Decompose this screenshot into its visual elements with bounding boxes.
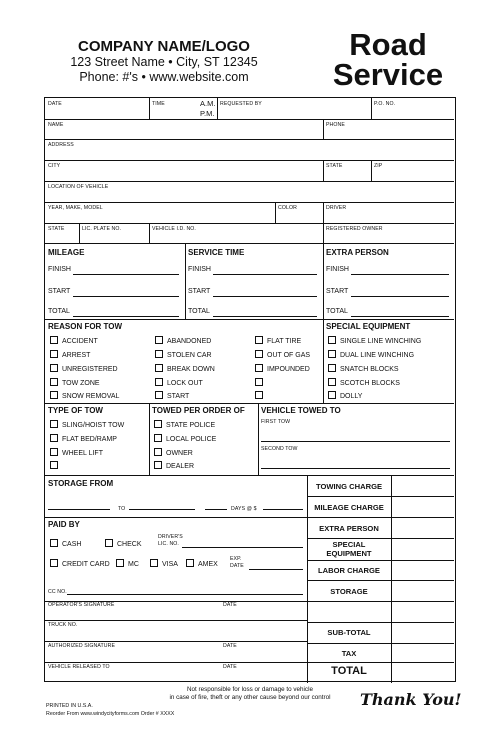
credit-card-label: CREDIT CARD [62, 561, 110, 568]
form-title-line1: Road [349, 27, 427, 62]
storage-to-label: TO [118, 506, 126, 512]
mc-label: MC [128, 561, 139, 568]
reason-label: UNREGISTERED [62, 366, 118, 373]
tax-label: TAX [341, 649, 357, 658]
checkbox[interactable] [328, 350, 336, 358]
location-label: LOCATION OF VEHICLE [48, 184, 109, 190]
mileage-charge-label: MILEAGE CHARGE [314, 503, 384, 512]
company-street: 123 Street Name • City, ST 12345 [70, 55, 258, 69]
lic-no-label: LIC. NO. [158, 541, 179, 547]
reason-item[interactable] [155, 364, 215, 373]
extra-total-label: TOTAL [326, 308, 348, 315]
lic-plate-label: LIC. PLATE NO. [82, 226, 122, 232]
disclaimer-line2: in case of fire, theft or any other cause beyond our control [169, 694, 331, 701]
order-item[interactable] [154, 420, 215, 429]
reason-item[interactable] [155, 350, 212, 359]
equipment-label: SINGLE LINE WINCHING [340, 338, 422, 345]
labor-charge-label: LABOR CHARGE [317, 566, 380, 575]
reason-label: STOLEN CAR [167, 352, 212, 359]
state-label: STATE [326, 163, 343, 169]
drivers-label: DRIVER'S [158, 534, 183, 540]
checkbox[interactable] [328, 364, 336, 372]
cc-no-label: CC NO. [48, 589, 67, 595]
checkbox[interactable] [50, 539, 58, 547]
paid-by-title: PAID BY [48, 520, 80, 529]
reason-label: ACCIDENT [62, 338, 98, 345]
reason-label: OUT OF GAS [267, 352, 311, 359]
paid-check[interactable] [105, 539, 142, 548]
pm-label: P.M. [200, 109, 215, 118]
reason-item[interactable] [255, 350, 310, 359]
service-time-title: SERVICE TIME [188, 248, 245, 257]
reason-label: FLAT TIRE [267, 338, 302, 345]
towing-charge-label: TOWING CHARGE [315, 482, 383, 491]
checkbox[interactable] [328, 336, 336, 344]
date-label: DATE [48, 101, 62, 107]
checkbox[interactable] [50, 559, 58, 567]
checkbox[interactable] [150, 559, 158, 567]
checkbox[interactable] [255, 336, 263, 344]
date1-label: DATE [223, 602, 237, 608]
checkbox[interactable] [155, 336, 163, 344]
reason-item[interactable] [155, 336, 211, 345]
reason-label: LOCK OUT [167, 380, 203, 387]
equipment-item[interactable] [328, 336, 421, 345]
equipment-item[interactable] [328, 364, 399, 373]
service-total-label: TOTAL [188, 308, 210, 315]
order-label: LOCAL POLICE [166, 436, 217, 443]
checkbox[interactable] [50, 336, 58, 344]
visa-label: VISA [162, 561, 178, 568]
subtotal-label: SUB-TOTAL [327, 628, 371, 637]
checkbox[interactable] [155, 378, 163, 386]
order-label: STATE POLICE [166, 422, 216, 429]
reason-item[interactable] [155, 378, 203, 387]
type-of-tow-title: TYPE OF TOW [48, 406, 103, 415]
order-item[interactable] [154, 461, 194, 470]
checkbox[interactable] [154, 448, 162, 456]
tow-type-item[interactable] [50, 434, 117, 443]
vehicle-towed-to-title: VEHICLE TOWED TO [261, 406, 341, 415]
thank-you: Thank You! [360, 690, 462, 709]
city-label: CITY [48, 163, 61, 169]
tow-type-item[interactable] [50, 420, 124, 429]
reason-label: START [167, 393, 190, 400]
reason-label: BREAK DOWN [167, 366, 215, 373]
printed-in-usa: PRINTED IN U.S.A. [46, 703, 93, 709]
order-item[interactable] [154, 448, 193, 457]
mileage-start-label: START [48, 288, 71, 295]
truck-no-label: TRUCK NO. [48, 622, 78, 628]
address-label: ADDRESS [48, 142, 74, 148]
reason-title: REASON FOR TOW [48, 322, 123, 331]
checkbox[interactable] [50, 391, 58, 399]
paid-credit-card[interactable] [50, 559, 110, 568]
first-tow-label: FIRST TOW [261, 419, 291, 425]
checkbox[interactable] [50, 350, 58, 358]
tow-type-label: FLAT BED/RAMP [62, 436, 117, 443]
company-phone: Phone: #'s • www.website.com [79, 70, 249, 84]
storage-days-label: DAYS @ $ [231, 506, 257, 512]
service-start-label: START [188, 288, 211, 295]
date3-label: DATE [223, 664, 237, 670]
towed-per-order-title: TOWED PER ORDER OF [152, 406, 245, 415]
checkbox[interactable] [154, 461, 162, 469]
registered-owner-label: REGISTERED OWNER [326, 226, 383, 232]
checkbox[interactable] [50, 378, 58, 386]
checkbox[interactable] [328, 391, 336, 399]
tow-type-item[interactable] [50, 448, 103, 457]
reason-item[interactable] [255, 336, 301, 345]
reason-label: ABANDONED [167, 338, 212, 345]
operator-signature-label: OPERATOR'S SIGNATURE [48, 602, 115, 608]
second-tow-label: SECOND TOW [261, 446, 298, 452]
paid-amex[interactable] [186, 559, 218, 568]
storage-charge-label: STORAGE [330, 587, 368, 596]
am-label: A.M. [200, 99, 216, 108]
form-title [318, 27, 458, 92]
paid-visa[interactable] [150, 559, 178, 568]
extra-start-label: START [326, 288, 349, 295]
extra-finish-label: FINISH [326, 266, 349, 273]
checkbox[interactable] [50, 434, 58, 442]
checkbox[interactable] [186, 559, 194, 567]
reason-item[interactable] [155, 391, 189, 400]
checkbox[interactable] [155, 350, 163, 358]
reason-item[interactable] [50, 378, 100, 387]
amex-label: AMEX [198, 561, 218, 568]
checkbox[interactable] [105, 539, 113, 547]
cash-label: CASH [62, 541, 82, 548]
extra-person-charge-label: EXTRA PERSON [319, 524, 379, 533]
order-label: OWNER [166, 450, 193, 457]
order-item[interactable] [154, 434, 216, 443]
year-make-model-label: YEAR, MAKE, MODEL [48, 205, 103, 211]
tow-type-item[interactable] [50, 461, 62, 470]
equipment-label: DUAL LINE WINCHING [340, 352, 415, 359]
reason-label: IMPOUNDED [267, 366, 310, 373]
order-label: DEALER [166, 463, 195, 470]
reason-item[interactable] [255, 364, 310, 373]
reason-label: SNOW REMOVAL [62, 393, 120, 400]
checkbox[interactable] [50, 364, 58, 372]
equipment-item[interactable] [328, 391, 362, 400]
reason-item[interactable] [50, 364, 118, 373]
time-label: TIME [152, 101, 165, 107]
checkbox[interactable] [116, 559, 124, 567]
checkbox[interactable] [50, 420, 58, 428]
reason-item[interactable] [50, 391, 119, 400]
form-title-line2: Service [332, 57, 444, 92]
po-no-label: P.O. NO. [374, 101, 396, 107]
equipment-label: SNATCH BLOCKS [340, 366, 399, 373]
service-finish-label: FINISH [188, 266, 211, 273]
vin-label: VEHICLE I.D. NO. [152, 226, 196, 232]
reason-item[interactable] [255, 378, 267, 387]
exp-label: EXP. [230, 556, 242, 562]
color-label: COLOR [278, 205, 297, 211]
reason-item[interactable] [50, 350, 90, 359]
equipment-item[interactable] [328, 378, 400, 387]
checkbox[interactable] [255, 350, 263, 358]
reason-item[interactable] [50, 336, 98, 345]
road-service-form [44, 97, 456, 682]
state2-label: STATE [48, 226, 65, 232]
disclaimer-line1: Not responsible for loss or damage to vehicle [186, 686, 313, 693]
mileage-title: MILEAGE [48, 248, 85, 257]
mileage-total-label: TOTAL [48, 308, 70, 315]
driver-label: DRIVER [326, 205, 347, 211]
special-equipment-charge-label [307, 540, 391, 558]
released-to-label: VEHICLE RELEASED TO [48, 664, 110, 670]
special-line2: EQUIPMENT [326, 549, 372, 558]
special-line1: SPECIAL [332, 540, 366, 549]
phone-label: PHONE [326, 122, 345, 128]
checkbox[interactable] [255, 364, 263, 372]
check-label: CHECK [117, 541, 142, 548]
checkbox[interactable] [255, 391, 263, 399]
paid-mc[interactable] [116, 559, 139, 568]
total-label: TOTAL [331, 665, 367, 677]
authorized-signature-label: AUTHORIZED SIGNATURE [48, 643, 116, 649]
special-equipment-title: SPECIAL EQUIPMENT [326, 322, 411, 331]
disclaimer [150, 686, 350, 702]
name-label: NAME [48, 122, 64, 128]
checkbox[interactable] [154, 420, 162, 428]
requested-by-label: REQUESTED BY [220, 101, 262, 107]
paid-cash[interactable] [50, 539, 81, 548]
company-name: COMPANY NAME/LOGO [78, 38, 250, 55]
reason-label: TOW ZONE [62, 380, 100, 387]
checkbox[interactable] [50, 448, 58, 456]
storage-title: STORAGE FROM [48, 479, 114, 488]
checkbox[interactable] [328, 378, 336, 386]
exp-date-label: DATE [230, 563, 244, 569]
zip-label: ZIP [374, 163, 383, 169]
tow-type-label: SLING/HOIST TOW [62, 422, 125, 429]
checkbox[interactable] [50, 461, 58, 469]
equipment-label: DOLLY [340, 393, 363, 400]
mileage-finish-label: FINISH [48, 266, 71, 273]
checkbox[interactable] [255, 378, 263, 386]
checkbox[interactable] [155, 364, 163, 372]
equipment-label: SCOTCH BLOCKS [340, 380, 400, 387]
extra-person-title: EXTRA PERSON [326, 248, 389, 257]
date2-label: DATE [223, 643, 237, 649]
reason-item[interactable] [255, 391, 267, 400]
reorder-info: Reorder From www.windycityforms.com Order # XXXX [46, 711, 175, 717]
tow-type-label: WHEEL LIFT [62, 450, 103, 457]
reason-label: ARREST [62, 352, 91, 359]
checkbox[interactable] [154, 434, 162, 442]
checkbox[interactable] [155, 391, 163, 399]
equipment-item[interactable] [328, 350, 414, 359]
